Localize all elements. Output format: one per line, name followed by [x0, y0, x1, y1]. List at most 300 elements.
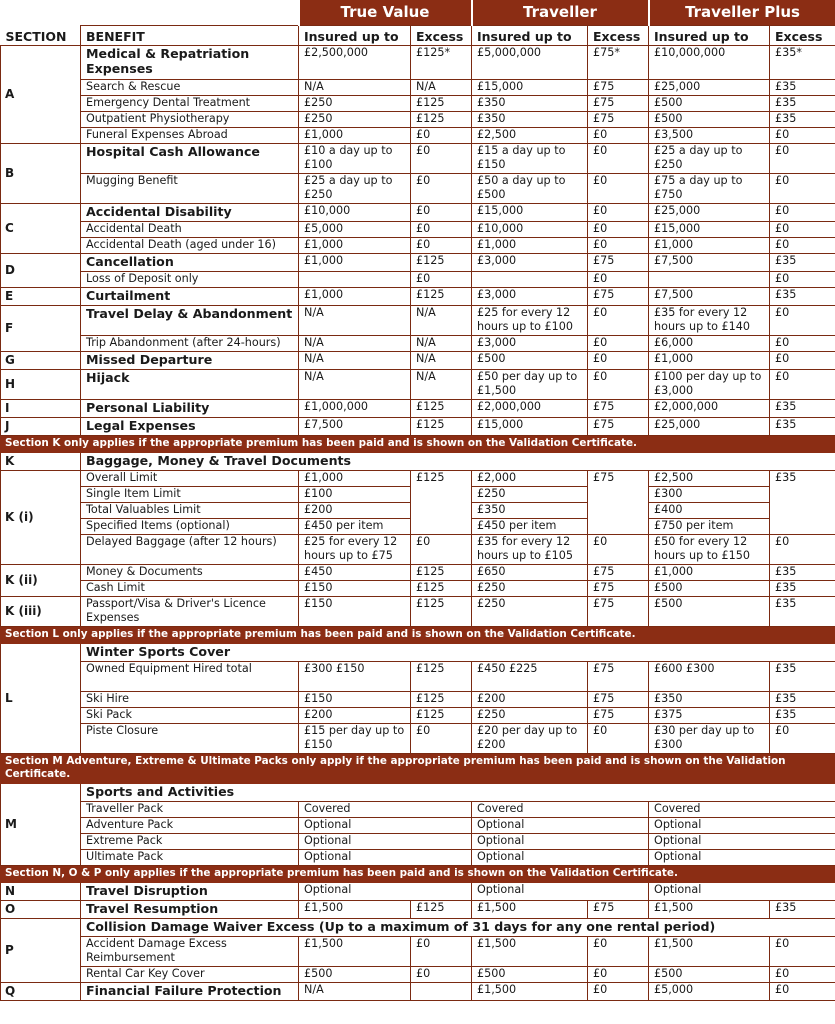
benefit-cell: Ski Hire	[81, 691, 299, 707]
value-cell: £600 £300	[649, 661, 770, 691]
value-cell: Optional	[649, 849, 835, 865]
value-cell: £20 per day up to £200	[472, 723, 588, 753]
table-row	[1, 849, 835, 865]
value-cell: £1,000	[299, 253, 411, 271]
benefit-cell: Loss of Deposit only	[81, 271, 299, 287]
value-cell: Optional	[472, 849, 649, 865]
value-cell: £500	[472, 351, 588, 369]
benefit-cell: Travel Delay & Abandonment	[81, 305, 299, 335]
benefit-cell: Travel Disruption	[81, 882, 299, 900]
benefit-cell: Delayed Baggage (after 12 hours)	[81, 534, 299, 564]
value-cell: £125	[411, 417, 472, 435]
value-cell: £125	[411, 470, 472, 534]
value-cell: Optional	[649, 882, 835, 900]
value-cell: £75*	[588, 45, 649, 79]
value-cell: £5,000,000	[472, 45, 588, 79]
table-row	[1, 417, 835, 435]
section-title: Winter Sports Cover	[81, 643, 835, 661]
table-row	[1, 936, 835, 966]
value-cell: £35	[770, 287, 835, 305]
section-label: K (iii)	[1, 596, 81, 626]
value-cell: £200	[299, 707, 411, 723]
value-cell: £30 per day up to £300	[649, 723, 770, 753]
table-row	[1, 173, 835, 203]
value-cell: £1,000	[299, 470, 411, 486]
value-cell: £35	[770, 417, 835, 435]
value-cell: £125	[411, 287, 472, 305]
benefit-cell: Ultimate Pack	[81, 849, 299, 865]
value-cell: £75	[588, 417, 649, 435]
value-cell: £1,000	[649, 351, 770, 369]
plan-traveller-plus: Traveller Plus	[649, 0, 835, 25]
value-cell: £0	[770, 534, 835, 564]
excess-header: Excess	[770, 25, 835, 45]
table-row	[1, 111, 835, 127]
section-label: A	[1, 45, 81, 143]
value-cell: £1,000	[649, 237, 770, 253]
benefit-cell: Extreme Pack	[81, 833, 299, 849]
table-row	[1, 452, 835, 470]
value-cell: £3,500	[649, 127, 770, 143]
table-row	[1, 95, 835, 111]
benefit-cell: Money & Documents	[81, 564, 299, 580]
value-cell: £75	[588, 691, 649, 707]
value-cell: £0	[588, 127, 649, 143]
value-cell: £2,500,000	[299, 45, 411, 79]
value-cell: £35 for every 12 hours up to £105	[472, 534, 588, 564]
section-label: J	[1, 417, 81, 435]
table-row	[1, 287, 835, 305]
value-cell: £1,000	[299, 287, 411, 305]
value-cell: £1,500	[649, 936, 770, 966]
value-cell: £0	[770, 966, 835, 982]
value-cell: £500	[649, 111, 770, 127]
table-row	[1, 351, 835, 369]
value-cell: £1,500	[472, 900, 588, 918]
benefit-cell: Total Valuables Limit	[81, 502, 299, 518]
value-cell: £35	[770, 707, 835, 723]
value-cell: £125	[411, 564, 472, 580]
value-cell: £250	[299, 111, 411, 127]
value-cell: £25 a day up to £250	[649, 143, 770, 173]
value-cell: £0	[588, 369, 649, 399]
value-cell: £15,000	[472, 417, 588, 435]
benefit-cell: Trip Abandonment (after 24-hours)	[81, 335, 299, 351]
value-cell: N/A	[299, 79, 411, 95]
value-cell: £75	[588, 470, 649, 534]
value-cell: £125	[411, 900, 472, 918]
value-cell: £10,000	[299, 203, 411, 221]
value-cell: £0	[770, 143, 835, 173]
value-cell: £75	[588, 111, 649, 127]
value-cell: £75	[588, 661, 649, 691]
value-cell: £0	[588, 305, 649, 335]
benefit-cell: Legal Expenses	[81, 417, 299, 435]
value-cell: £125	[411, 691, 472, 707]
section-header: SECTION	[1, 25, 81, 45]
value-cell: £50 for every 12 hours up to £150	[649, 534, 770, 564]
benefit-cell: Search & Rescue	[81, 79, 299, 95]
value-cell: £10 a day up to £100	[299, 143, 411, 173]
value-cell: £25 for every 12 hours up to £100	[472, 305, 588, 335]
value-cell: £35	[770, 399, 835, 417]
value-cell: £250	[472, 707, 588, 723]
value-cell: £0	[588, 936, 649, 966]
table-row	[1, 723, 835, 753]
value-cell: £125	[411, 707, 472, 723]
value-cell: £0	[588, 203, 649, 221]
value-cell: Optional	[472, 833, 649, 849]
value-cell: N/A	[411, 335, 472, 351]
benefit-cell: Accidental Death	[81, 221, 299, 237]
section-label: G	[1, 351, 81, 369]
value-cell: £75	[588, 287, 649, 305]
section-label: B	[1, 143, 81, 203]
value-cell: £750 per item	[649, 518, 770, 534]
value-cell: £0	[770, 127, 835, 143]
value-cell: £1,500	[649, 900, 770, 918]
value-cell: £7,500	[649, 287, 770, 305]
value-cell: £7,500	[649, 253, 770, 271]
benefit-cell: Curtailment	[81, 287, 299, 305]
value-cell: £125	[411, 399, 472, 417]
insured-header: Insured up to	[649, 25, 770, 45]
value-cell: N/A	[411, 351, 472, 369]
section-m-notice: Section M Adventure, Extreme & Ultimate Packs only apply if the appropriate premium has been paid and is shown on the Validation Certificate.	[1, 753, 835, 783]
value-cell: £0	[770, 982, 835, 1000]
value-cell: £75	[588, 95, 649, 111]
value-cell: £75 a day up to £750	[649, 173, 770, 203]
value-cell	[472, 271, 588, 287]
benefit-cell: Hijack	[81, 369, 299, 399]
section-label: L	[1, 643, 81, 753]
benefit-cell: Single Item Limit	[81, 486, 299, 502]
value-cell: £15,000	[649, 221, 770, 237]
value-cell: £35 for every 12 hours up to £140	[649, 305, 770, 335]
value-cell: £1,500	[472, 936, 588, 966]
value-cell: £150	[299, 691, 411, 707]
value-cell: £0	[770, 271, 835, 287]
value-cell: £75	[588, 399, 649, 417]
benefit-cell: Missed Departure	[81, 351, 299, 369]
value-cell: £0	[588, 335, 649, 351]
section-label: C	[1, 203, 81, 253]
table-row	[1, 470, 835, 486]
value-cell: £250	[472, 486, 588, 502]
value-cell: £0	[588, 982, 649, 1000]
value-cell: £0	[411, 271, 472, 287]
value-cell: £0	[770, 221, 835, 237]
value-cell: £10,000,000	[649, 45, 770, 79]
value-cell: £75	[588, 253, 649, 271]
section-label: F	[1, 305, 81, 351]
value-cell: £0	[411, 143, 472, 173]
benefit-cell: Ski Pack	[81, 707, 299, 723]
value-cell: £0	[588, 723, 649, 753]
table-row	[1, 79, 835, 95]
value-cell: £1,000	[299, 127, 411, 143]
value-cell: £450 per item	[299, 518, 411, 534]
value-cell: £500	[649, 596, 770, 626]
value-cell: £5,000	[649, 982, 770, 1000]
value-cell: £500	[649, 966, 770, 982]
value-cell: £75	[588, 900, 649, 918]
value-cell: £125	[411, 580, 472, 596]
table-row	[1, 143, 835, 173]
insured-header: Insured up to	[299, 25, 411, 45]
value-cell: £0	[411, 936, 472, 966]
value-cell: £300	[649, 486, 770, 502]
header-row	[1, 25, 835, 45]
table-row	[1, 833, 835, 849]
value-cell: £1,000	[649, 564, 770, 580]
table-row	[1, 253, 835, 271]
value-cell: £0	[770, 936, 835, 966]
benefit-cell: Owned Equipment Hired total	[81, 661, 299, 691]
table-row	[1, 221, 835, 237]
benefit-cell: Mugging Benefit	[81, 173, 299, 203]
benefit-cell: Adventure Pack	[81, 817, 299, 833]
benefit-cell: Funeral Expenses Abroad	[81, 127, 299, 143]
value-cell: £35	[770, 470, 835, 534]
benefit-cell: Traveller Pack	[81, 801, 299, 817]
value-cell: £0	[588, 966, 649, 982]
value-cell: Optional	[649, 817, 835, 833]
value-cell: £75	[588, 79, 649, 95]
table-row	[1, 271, 835, 287]
value-cell: £0	[588, 237, 649, 253]
table-row	[1, 305, 835, 335]
value-cell	[411, 982, 472, 1000]
value-cell: £350	[649, 691, 770, 707]
value-cell: £15 per day up to £150	[299, 723, 411, 753]
value-cell: £35	[770, 580, 835, 596]
value-cell: £350	[472, 95, 588, 111]
value-cell: £15 a day up to £150	[472, 143, 588, 173]
value-cell	[299, 271, 411, 287]
excess-header: Excess	[588, 25, 649, 45]
section-nop-notice: Section N, O & P only applies if the appropriate premium has been paid and is shown on the Validation Certificate.	[1, 865, 835, 882]
value-cell: £0	[770, 335, 835, 351]
value-cell: £0	[770, 203, 835, 221]
value-cell: N/A	[411, 369, 472, 399]
table-row	[1, 369, 835, 399]
value-cell: £125	[411, 95, 472, 111]
value-cell: £450 £225	[472, 661, 588, 691]
value-cell: £150	[299, 580, 411, 596]
value-cell: £15,000	[472, 203, 588, 221]
value-cell: £0	[411, 173, 472, 203]
benefit-cell: Medical & Repatriation Expenses	[81, 45, 299, 79]
table-row	[1, 982, 835, 1000]
table-row	[1, 966, 835, 982]
value-cell: £75	[588, 707, 649, 723]
value-cell: £200	[472, 691, 588, 707]
value-cell: £75	[588, 596, 649, 626]
benefit-cell: Accidental Death (aged under 16)	[81, 237, 299, 253]
value-cell: N/A	[299, 351, 411, 369]
value-cell: £7,500	[299, 417, 411, 435]
benefit-cell: Outpatient Physiotherapy	[81, 111, 299, 127]
value-cell: £125	[411, 661, 472, 691]
table-row	[1, 335, 835, 351]
section-l-notice: Section L only applies if the appropriate premium has been paid and is shown on the Validation Certificate.	[1, 626, 835, 643]
value-cell: Optional	[299, 833, 472, 849]
value-cell: N/A	[411, 305, 472, 335]
value-cell: £500	[472, 966, 588, 982]
value-cell: £3,000	[472, 287, 588, 305]
benefit-cell: Emergency Dental Treatment	[81, 95, 299, 111]
section-label: K (i)	[1, 470, 81, 564]
section-label: M	[1, 783, 81, 865]
value-cell: N/A	[299, 982, 411, 1000]
section-label: I	[1, 399, 81, 417]
plan-traveller: Traveller	[472, 0, 649, 25]
value-cell: £15,000	[472, 79, 588, 95]
value-cell: £500	[299, 966, 411, 982]
value-cell: £35	[770, 596, 835, 626]
value-cell: N/A	[299, 305, 411, 335]
table-row	[1, 817, 835, 833]
table-row	[1, 661, 835, 691]
value-cell: £125	[411, 111, 472, 127]
value-cell: £35	[770, 111, 835, 127]
value-cell: Optional	[649, 833, 835, 849]
value-cell: £75	[588, 580, 649, 596]
table-row	[1, 882, 835, 900]
benefit-cell: Hospital Cash Allowance	[81, 143, 299, 173]
value-cell: £50 a day up to £500	[472, 173, 588, 203]
table-row	[1, 203, 835, 221]
section-label: K (ii)	[1, 564, 81, 596]
value-cell: £0	[770, 723, 835, 753]
value-cell: £350	[472, 111, 588, 127]
value-cell: £2,500	[472, 127, 588, 143]
table-row	[1, 900, 835, 918]
value-cell: £0	[770, 237, 835, 253]
value-cell: £2,000,000	[472, 399, 588, 417]
value-cell: £125	[411, 253, 472, 271]
section-title: Collision Damage Waiver Excess (Up to a maximum of 31 days for any one rental period)	[81, 918, 835, 936]
value-cell: £0	[411, 723, 472, 753]
value-cell: Optional	[472, 882, 649, 900]
value-cell: £1,500	[472, 982, 588, 1000]
section-title: Sports and Activities	[81, 783, 835, 801]
value-cell: £125*	[411, 45, 472, 79]
section-label: E	[1, 287, 81, 305]
value-cell: Covered	[649, 801, 835, 817]
value-cell: £100	[299, 486, 411, 502]
value-cell: £0	[588, 173, 649, 203]
value-cell: £0	[411, 966, 472, 982]
value-cell: £0	[411, 127, 472, 143]
section-label: N	[1, 882, 81, 900]
table-row	[1, 707, 835, 723]
benefit-cell: Specified Items (optional)	[81, 518, 299, 534]
value-cell: £300 £150	[299, 661, 411, 691]
value-cell: £0	[770, 369, 835, 399]
section-title: Baggage, Money & Travel Documents	[81, 452, 835, 470]
value-cell: Optional	[299, 849, 472, 865]
value-cell: £25 a day up to £250	[299, 173, 411, 203]
section-k-notice: Section K only applies if the appropriate premium has been paid and is shown on the Validation Certificate.	[1, 435, 835, 452]
value-cell: £75	[588, 564, 649, 580]
value-cell: £450 per item	[472, 518, 588, 534]
value-cell: £35	[770, 79, 835, 95]
value-cell: £3,000	[472, 335, 588, 351]
value-cell: £450	[299, 564, 411, 580]
value-cell: Covered	[299, 801, 472, 817]
value-cell: £150	[299, 596, 411, 626]
excess-header: Excess	[411, 25, 472, 45]
value-cell: £1,000	[472, 237, 588, 253]
value-cell: £25,000	[649, 203, 770, 221]
value-cell: £250	[472, 580, 588, 596]
section-label: H	[1, 369, 81, 399]
value-cell: £0	[411, 203, 472, 221]
value-cell: £400	[649, 502, 770, 518]
plan-true-value: True Value	[299, 0, 472, 25]
value-cell: £10,000	[472, 221, 588, 237]
value-cell: £2,000,000	[649, 399, 770, 417]
value-cell: N/A	[299, 335, 411, 351]
value-cell: £1,000,000	[299, 399, 411, 417]
value-cell: £350	[472, 502, 588, 518]
benefit-cell: Piste Closure	[81, 723, 299, 753]
table-row	[1, 45, 835, 79]
value-cell: £2,000	[472, 470, 588, 486]
value-cell: £500	[649, 95, 770, 111]
value-cell: N/A	[299, 369, 411, 399]
value-cell: £35*	[770, 45, 835, 79]
value-cell: £35	[770, 95, 835, 111]
insured-header: Insured up to	[472, 25, 588, 45]
value-cell	[649, 271, 770, 287]
value-cell: Optional	[472, 817, 649, 833]
section-label: D	[1, 253, 81, 287]
value-cell: Covered	[472, 801, 649, 817]
benefit-cell: Accidental Disability	[81, 203, 299, 221]
value-cell: £2,500	[649, 470, 770, 486]
benefit-header: BENEFIT	[81, 25, 299, 45]
benefit-cell: Travel Resumption	[81, 900, 299, 918]
value-cell: £0	[770, 305, 835, 335]
value-cell: £125	[411, 596, 472, 626]
table-row	[1, 564, 835, 580]
value-cell: £0	[411, 237, 472, 253]
section-label: P	[1, 918, 81, 982]
value-cell: £0	[411, 221, 472, 237]
table-row	[1, 801, 835, 817]
value-cell: £0	[411, 534, 472, 564]
value-cell: £650	[472, 564, 588, 580]
value-cell: £500	[649, 580, 770, 596]
value-cell: £0	[588, 143, 649, 173]
table-row	[1, 783, 835, 801]
value-cell: £0	[588, 271, 649, 287]
value-cell: £35	[770, 661, 835, 691]
value-cell: £100 per day up to £3,000	[649, 369, 770, 399]
value-cell: Optional	[299, 817, 472, 833]
benefit-cell: Overall Limit	[81, 470, 299, 486]
section-label: O	[1, 900, 81, 918]
benefit-cell: Personal Liability	[81, 399, 299, 417]
value-cell: £0	[588, 534, 649, 564]
table-row	[1, 127, 835, 143]
benefit-cell: Accident Damage Excess Reimbursement	[81, 936, 299, 966]
benefit-cell: Cash Limit	[81, 580, 299, 596]
value-cell: £35	[770, 253, 835, 271]
